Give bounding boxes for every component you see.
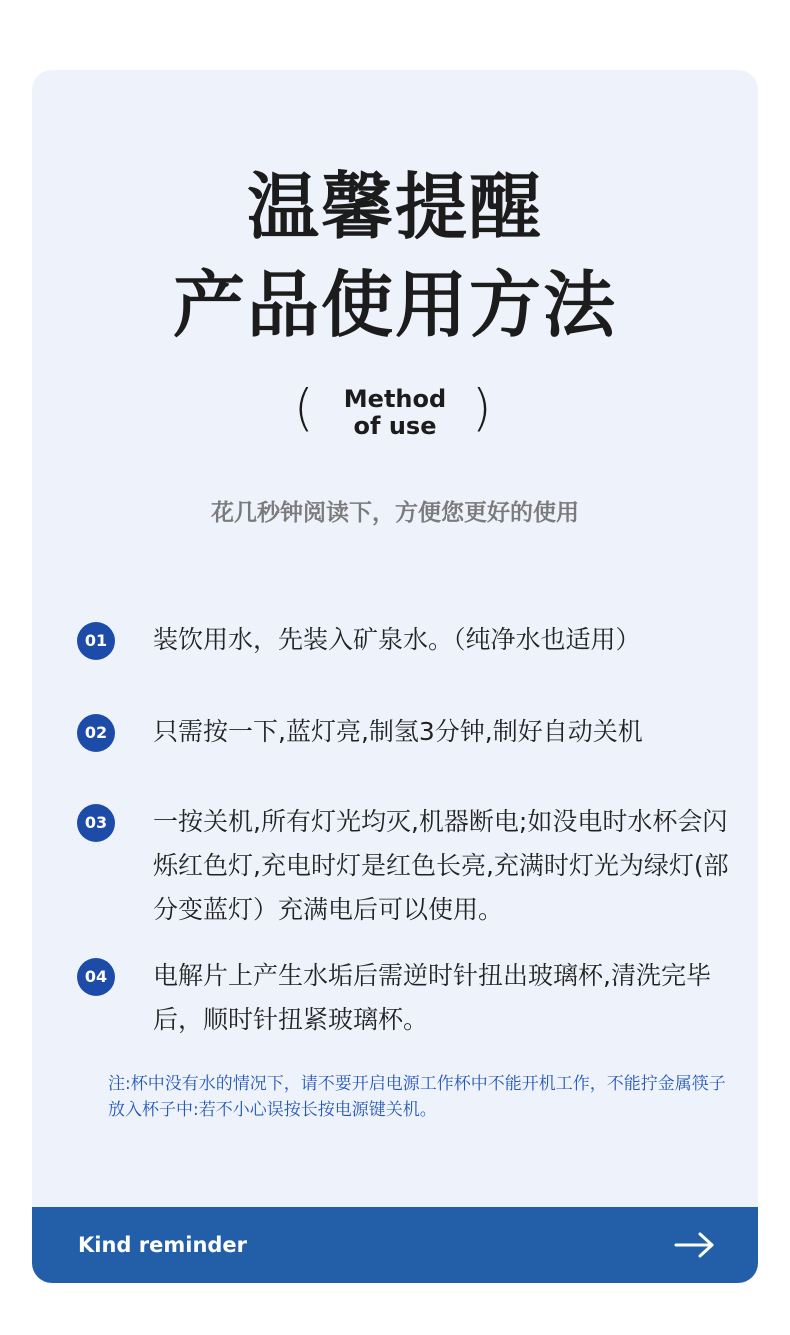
- arrow-right-icon[interactable]: [674, 1231, 716, 1259]
- footer-label: Kind reminder: [78, 1233, 248, 1257]
- step-text: 装饮用水，先装入矿泉水。（纯净水也适用）: [153, 625, 641, 654]
- page-title: 温馨提醒: [246, 165, 543, 249]
- method-line1: Method: [343, 385, 447, 413]
- method-label: [32, 378, 758, 444]
- step-text: 一按关机,所有灯光均灭,机器断电;如没电时水杯会闪烁红色灯,充电时灯是红色长亮,充满时灯光为绿灯(部分变蓝灯）充满电后可以使用。: [153, 807, 729, 924]
- warning-note: 注:杯中没有水的情况下，请不要开启电源工作杯中不能开机工作，不能拧金属筷子放入杯子中:若不小心误按长按电源键关机。: [108, 1074, 726, 1120]
- step-number-badge: 01: [77, 622, 115, 660]
- reminder-card: [32, 70, 758, 1283]
- step-text: 电解片上产生水垢后需逆时针扭出玻璃杯,清洗完毕后，顺时针扭紧玻璃杯。: [153, 961, 711, 1034]
- reading-tip: 花几秒钟阅读下，方便您更好的使用: [211, 500, 579, 526]
- step-number-badge: 04: [77, 958, 115, 996]
- footer-bar[interactable]: [32, 1207, 758, 1283]
- step-number-badge: 03: [77, 804, 115, 842]
- step-number-badge: 02: [77, 714, 115, 752]
- page-subtitle-heading: 产品使用方法: [172, 263, 617, 347]
- left-paren: (: [294, 379, 314, 437]
- right-paren: ): [472, 379, 492, 437]
- method-line2: of use: [353, 412, 437, 440]
- method-text: [330, 386, 460, 440]
- step-text: 只需按一下,蓝灯亮,制氢3分钟,制好自动关机: [153, 717, 643, 746]
